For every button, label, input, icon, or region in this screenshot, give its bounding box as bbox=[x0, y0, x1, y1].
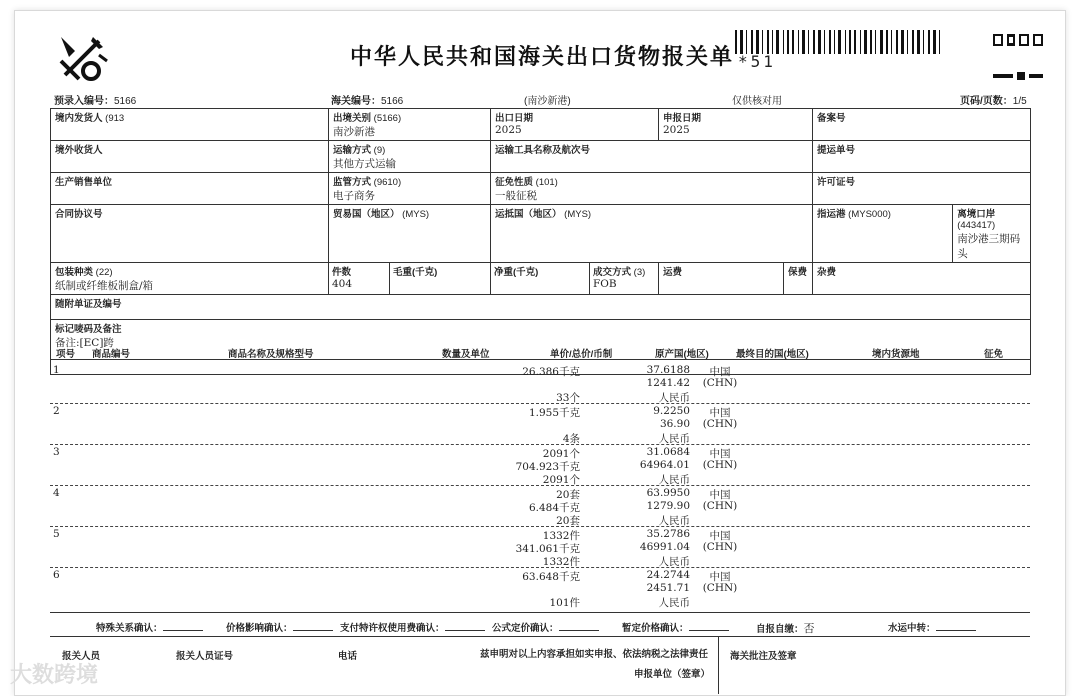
item-origin: 中国 bbox=[709, 530, 731, 542]
item-quantity: 704.923千克 bbox=[515, 461, 580, 473]
col-goods-name: 商品名称及规格型号 bbox=[228, 349, 314, 360]
domestic-shipper-cell: 境内发货人 (913 bbox=[51, 109, 329, 141]
footer-top-rule bbox=[50, 612, 1030, 613]
item-price: 63.9950 bbox=[646, 487, 690, 499]
package-cell: 包装种类 (22) 纸制或纤维板制盒/箱 bbox=[51, 263, 329, 295]
watermark: 大数跨境 bbox=[10, 662, 99, 687]
trade-country-cell: 贸易国（地区） (MYS) bbox=[329, 205, 491, 263]
contract-cell: 合同协议号 bbox=[51, 205, 329, 263]
bill-no-cell: 提运单号 bbox=[813, 141, 1031, 173]
item-price: 64964.01 bbox=[639, 459, 690, 471]
item-quantity: 6.484千克 bbox=[528, 502, 580, 514]
item-price: 人民币 bbox=[658, 515, 690, 527]
item-price: 人民币 bbox=[658, 474, 690, 486]
item-price: 24.2744 bbox=[646, 569, 690, 581]
item-quantity: 20套 bbox=[556, 489, 580, 501]
freight-cell bbox=[659, 263, 813, 295]
col-origin: 原产国(地区) bbox=[655, 349, 709, 360]
qr-code-icon bbox=[993, 34, 1043, 46]
customs-approval: 海关批注及签章 bbox=[730, 651, 797, 662]
declarant-cert: 报关人员证号 bbox=[176, 651, 234, 662]
water-transit: 水运中转： bbox=[888, 620, 976, 634]
record-no-cell: 备案号 bbox=[813, 109, 1031, 141]
item-origin: (CHN) bbox=[702, 541, 738, 553]
item-price: 人民币 bbox=[658, 433, 690, 445]
declarant: 报关人员 bbox=[62, 651, 101, 662]
declare-unit-seal: 申报单位（签章） bbox=[634, 669, 711, 680]
declare-date-cell: 申报日期 2025 bbox=[659, 109, 813, 141]
item-price: 人民币 bbox=[658, 392, 690, 404]
item-price: 人民币 bbox=[658, 556, 690, 568]
item-origin: 中国 bbox=[709, 571, 731, 583]
exit-port: 离境口岸 (443417) 南沙港三期码头 bbox=[957, 209, 1021, 260]
customs-emblem-icon bbox=[55, 31, 109, 85]
row-separator bbox=[50, 526, 1030, 527]
barcode bbox=[735, 30, 975, 54]
item-price: 36.90 bbox=[659, 418, 690, 430]
tax-nature-cell: 征免性质 (101) 一般征税 bbox=[491, 173, 813, 205]
item-price: 9.2250 bbox=[653, 405, 690, 417]
col-domestic-source: 境内货源地 bbox=[872, 349, 920, 360]
gross-weight: 毛重(千克) bbox=[393, 267, 438, 278]
item-quantity: 341.061千克 bbox=[515, 543, 580, 555]
dest-country-cell: 运抵国（地区） (MYS) bbox=[491, 205, 813, 263]
exit-customs-cell: 出境关别 (5166) 南沙新港 bbox=[329, 109, 491, 141]
overseas-consignee-cell: 境外收货人 bbox=[51, 141, 329, 173]
col-tax: 征免 bbox=[984, 349, 1004, 360]
vessel-cell: 运输工具名称及航次号 bbox=[491, 141, 813, 173]
page-counter: 页码/页数：1/5 bbox=[960, 96, 1027, 107]
item-origin: (CHN) bbox=[702, 582, 738, 594]
item-price: 37.6188 bbox=[646, 364, 690, 376]
col-final-dest: 最终目的国(地区) bbox=[736, 349, 809, 360]
item-origin: (CHN) bbox=[702, 459, 738, 471]
footer-divider bbox=[718, 636, 719, 694]
item-quantity: 1332件 bbox=[542, 556, 580, 568]
footer-mid-rule bbox=[50, 636, 1030, 637]
item-no: 2 bbox=[53, 405, 60, 417]
self-pay: 自报自缴：否 bbox=[756, 623, 815, 635]
item-no: 3 bbox=[53, 446, 60, 458]
license-cell: 许可证号 bbox=[813, 173, 1031, 205]
barcode-number: *51 bbox=[738, 52, 776, 71]
item-price: 46991.04 bbox=[639, 541, 690, 553]
freight: 运费 bbox=[659, 263, 784, 294]
insurance: 保费 bbox=[788, 267, 808, 278]
item-price: 1279.90 bbox=[646, 500, 690, 512]
item-price: 35.2786 bbox=[646, 528, 690, 540]
special-relation-confirm: 特殊关系确认： bbox=[96, 620, 203, 634]
item-no: 4 bbox=[53, 487, 60, 499]
item-price: 1241.42 bbox=[646, 377, 690, 389]
pieces-gross-cell bbox=[329, 263, 491, 295]
port-note: (南沙新港) bbox=[524, 96, 571, 107]
item-origin: 中国 bbox=[709, 489, 731, 501]
item-quantity: 2091个 bbox=[542, 474, 580, 486]
dest-port-cell bbox=[813, 205, 1031, 263]
phone: 电话 bbox=[338, 651, 358, 662]
item-origin: 中国 bbox=[709, 407, 731, 419]
net-deal-cell bbox=[491, 263, 659, 295]
item-no: 6 bbox=[53, 569, 60, 581]
item-no: 1 bbox=[53, 364, 60, 376]
verify-note: 仅供核对用 bbox=[732, 96, 782, 107]
supervision-cell: 监管方式 (9610) 电子商务 bbox=[329, 173, 491, 205]
item-price: 31.0684 bbox=[646, 446, 690, 458]
item-quantity: 1.955千克 bbox=[528, 407, 580, 419]
transport-mode-cell: 运输方式 (9) 其他方式运输 bbox=[329, 141, 491, 173]
item-price: 2451.71 bbox=[646, 582, 690, 594]
marks-cell: 标记唛码及备注 备注:[EC]跨 bbox=[51, 320, 1031, 375]
producer-cell: 生产销售单位 bbox=[51, 173, 329, 205]
row-separator bbox=[50, 567, 1030, 568]
item-origin: (CHN) bbox=[702, 418, 738, 430]
provisional-price-confirm: 暂定价格确认： bbox=[622, 620, 729, 634]
page-title: 中华人民共和国海关出口货物报关单 bbox=[350, 44, 735, 70]
item-origin: 中国 bbox=[709, 366, 731, 378]
item-quantity: 63.648千克 bbox=[522, 571, 580, 583]
qr-code-fragment-icon bbox=[993, 72, 1043, 80]
price-impact-confirm: 价格影响确认： bbox=[226, 620, 333, 634]
item-origin: (CHN) bbox=[702, 500, 738, 512]
row-separator bbox=[50, 485, 1030, 486]
deal-mode: 成交方式 (3) FOB bbox=[593, 267, 646, 290]
col-hs-code: 商品编号 bbox=[92, 349, 131, 360]
customs-number: 海关编号：5166 bbox=[331, 96, 404, 107]
item-origin: (CHN) bbox=[702, 377, 738, 389]
item-quantity: 101件 bbox=[549, 597, 580, 609]
royalty-confirm: 支付特许权使用费确认： bbox=[340, 620, 485, 634]
export-date-cell: 出口日期 2025 bbox=[491, 109, 659, 141]
col-quantity: 数量及单位 bbox=[442, 349, 490, 360]
legal-statement: 兹申明对以上内容承担如实申报、依法纳税之法律责任 bbox=[480, 649, 709, 660]
docs-cell: 随附单证及编号 bbox=[51, 295, 1031, 320]
row-separator bbox=[50, 403, 1030, 404]
item-quantity: 4条 bbox=[562, 433, 580, 445]
col-item-no: 项号 bbox=[56, 349, 76, 360]
item-quantity: 1332件 bbox=[542, 530, 580, 542]
item-no: 5 bbox=[53, 528, 60, 540]
dest-port: 指运港 (MYS000) bbox=[813, 205, 953, 262]
item-origin: 中国 bbox=[709, 448, 731, 460]
item-price: 人民币 bbox=[658, 597, 690, 609]
item-quantity: 33个 bbox=[556, 392, 580, 404]
item-quantity: 26.386千克 bbox=[522, 366, 580, 378]
item-quantity: 2091个 bbox=[542, 448, 580, 460]
col-price: 单价/总价/币制 bbox=[550, 349, 613, 360]
misc-cell: 杂费 bbox=[813, 263, 1031, 295]
pre-entry-number: 预录入编号：5166 bbox=[54, 96, 137, 107]
row-separator bbox=[50, 444, 1030, 445]
net-weight: 净重(千克) bbox=[491, 263, 590, 294]
item-quantity: 20套 bbox=[556, 515, 580, 527]
items-header-rule bbox=[50, 359, 1030, 360]
formula-price-confirm: 公式定价确认： bbox=[492, 620, 599, 634]
pieces: 件数 404 bbox=[329, 263, 390, 294]
declaration-form-grid bbox=[50, 108, 1031, 375]
